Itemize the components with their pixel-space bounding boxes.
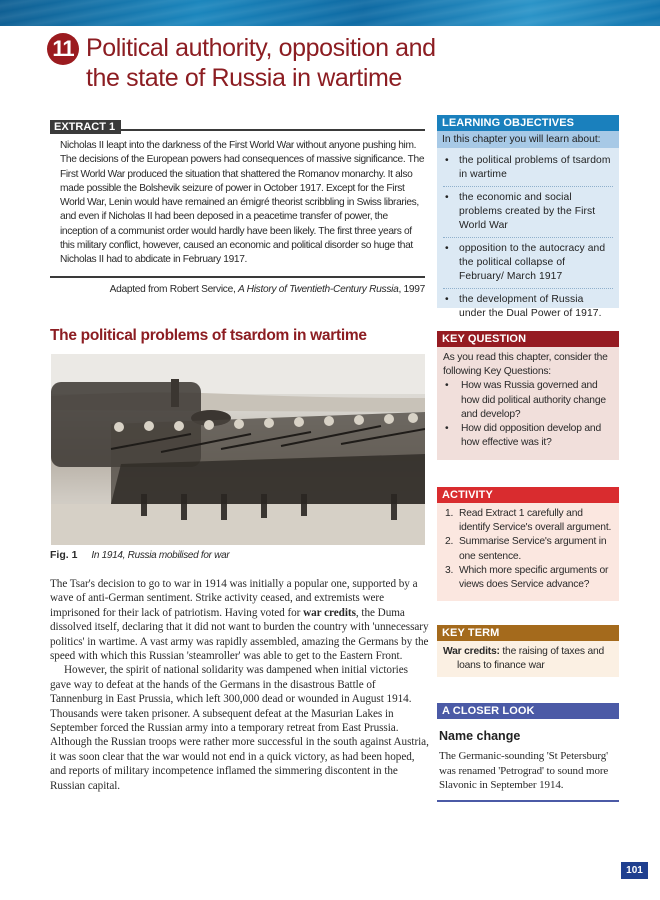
list-item bbox=[443, 507, 613, 535]
activity-list bbox=[437, 503, 619, 596]
source-prefix: Adapted from Robert Service, bbox=[109, 283, 239, 295]
paragraph-1 bbox=[50, 577, 430, 663]
extract-box bbox=[50, 117, 425, 297]
item-number: 2. bbox=[445, 536, 454, 548]
extract-bottom-rule bbox=[50, 276, 425, 278]
chapter-title-line2: the state of Russia in wartime bbox=[86, 64, 402, 92]
key-term-definition bbox=[437, 641, 619, 677]
learning-objectives-list bbox=[437, 148, 619, 325]
list-item: • opposition to the autocracy and the political collapse of February/ March 1917 bbox=[443, 238, 613, 289]
closer-look-rule bbox=[437, 800, 619, 802]
figure-label: Fig. 1 bbox=[50, 549, 78, 561]
key-question-list bbox=[443, 379, 613, 450]
learning-objectives-title: LEARNING OBJECTIVES bbox=[437, 115, 619, 131]
list-item: • the economic and social problems created by the First World War bbox=[443, 187, 613, 238]
closer-look-title: A CLOSER LOOK bbox=[437, 703, 619, 719]
key-question-box bbox=[437, 331, 619, 460]
chapter-number-badge: 11 bbox=[47, 33, 79, 65]
learning-objectives-box bbox=[437, 115, 619, 319]
key-question-title: KEY QUESTION bbox=[437, 331, 619, 347]
source-year: , 1997 bbox=[398, 283, 425, 295]
closer-look-text: The Germanic-sounding 'St Petersburg' was renamed 'Petrograd' to sound more Slavonic in September 1914. bbox=[439, 750, 609, 791]
key-term-link-war-credits: war credits bbox=[303, 606, 356, 619]
extract-text: Nicholas II leapt into the darkness of the First World War without anyone pushing him. The decisions of the European powers had consequences of massive significance. The First World War produced the situation that shattered the Romanov monarchy. It also made possible the Bolshevik seizure of power in October 1917. Except for the First World War, Lenin would have remained an émigré theorist scribbling in Swiss libraries, and even if Nicholas II had been deposed in a peacetime transfer of power, the inception of a communist order would hardly have been likely. The first three years of this military conflict, however, caused an economic and political disorder so huge that Nicholas II had to abdicate in February 1917. bbox=[60, 140, 425, 266]
item-number: 1. bbox=[445, 508, 454, 519]
activity-title: ACTIVITY bbox=[437, 487, 619, 503]
closer-look-heading: Name change bbox=[439, 729, 521, 743]
list-item: • the development of Russia under the Dual Power of 1917. bbox=[443, 289, 613, 325]
source-title: A History of Twentieth-Century Russia bbox=[238, 283, 399, 295]
key-question-body bbox=[437, 347, 619, 454]
list-item: • the political problems of tsardom in wartime bbox=[443, 150, 613, 187]
item-number: 3. bbox=[445, 564, 454, 576]
page-number: 101 bbox=[621, 862, 648, 879]
closer-look-box bbox=[437, 703, 619, 802]
learning-objectives-intro: In this chapter you will learn about: bbox=[437, 131, 619, 148]
item-text: Summarise Service's argument in one sentence. bbox=[459, 536, 607, 562]
figure-photo bbox=[51, 354, 425, 545]
key-term-word: War credits: bbox=[443, 646, 500, 657]
extract-label: EXTRACT 1 bbox=[50, 120, 121, 134]
list-item: • How was Russia governed and how did political authority change and develop? bbox=[443, 379, 613, 422]
list-item bbox=[443, 564, 613, 592]
marching-soldiers-image bbox=[51, 354, 425, 545]
section-heading: The political problems of tsardom in wartime bbox=[50, 327, 367, 344]
key-question-intro: As you read this chapter, consider the following Key Questions: bbox=[443, 352, 608, 378]
key-term-text: the raising of taxes and loans to finance war bbox=[457, 646, 605, 672]
item-text: Read Extract 1 carefully and identify Service's overall argument. bbox=[459, 508, 612, 534]
list-item bbox=[443, 535, 613, 563]
activity-box bbox=[437, 487, 619, 601]
chapter-title-line1: Political authority, opposition and bbox=[86, 34, 436, 62]
header-band bbox=[0, 0, 660, 26]
key-term-title: KEY TERM bbox=[437, 625, 619, 641]
item-text: Which more specific arguments or views does Service advance? bbox=[459, 564, 609, 591]
paragraph-1-part-b: , the Duma dissolved itself, declaring that it did not want to burden the country with 'unnecessary politics' in wartime. A vast army was rapidly assembled, amazing the Germans by the speed with which this Russian 'steamroller' was able to get to the Eastern Front. bbox=[50, 606, 429, 663]
chapter-title bbox=[86, 33, 506, 93]
main-body-text bbox=[50, 577, 430, 793]
key-term-box bbox=[437, 625, 619, 677]
extract-source bbox=[50, 283, 425, 297]
paragraph-2: However, the spirit of national solidarity was dampened when initial victories gave way to defeat at the hands of the Germans in the disastrous Battle of Tannenburg in East Prussia, which left 300,000 dead or wounded in August 1914. Thousands were taken prisoner. A subsequent defeat at the Masurian Lakes in September forced the Russian army into a temporary retreat from East Prussia. Although the Russian troops were rather more successful in the south against Austria, it was soon clear that the war would not end in a quick victory, as had been hoped, and reports of military incompetence inflamed the simmering discontent in the Russian capital. bbox=[50, 664, 429, 792]
figure-caption-text: In 1914, Russia mobilised for war bbox=[91, 550, 230, 561]
list-item: • How did opposition develop and how effective was it? bbox=[443, 422, 613, 450]
paragraph-1-part-a: The Tsar's decision to go to war in 1914 was initially a popular one, supported by a wave of anti-German sentiment. Strike activity ceased, and extremists were imprisoned for their lack of patriotism. Having voted for bbox=[50, 578, 418, 619]
figure-caption bbox=[50, 549, 229, 561]
